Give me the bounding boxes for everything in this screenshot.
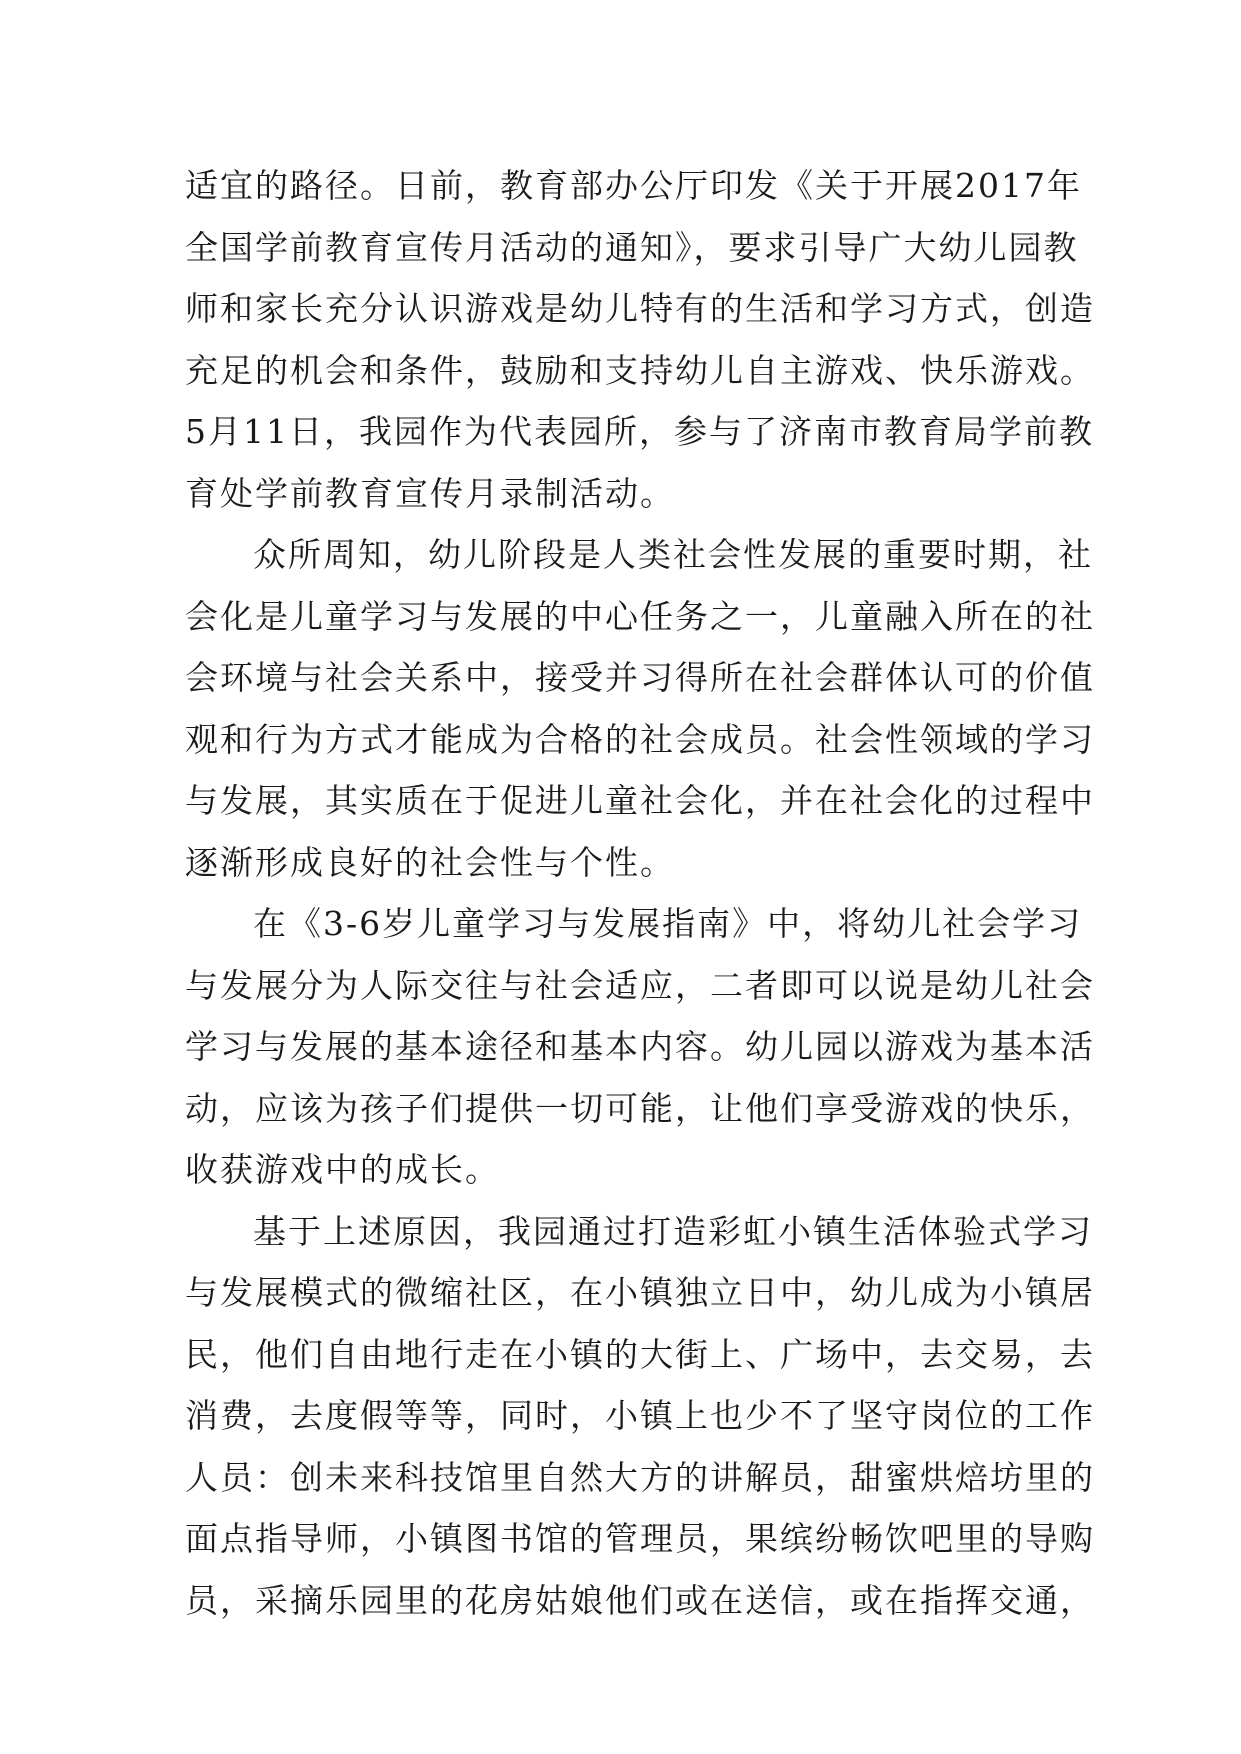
text-line: 全国学前教育宣传月活动的通知》，要求引导广大幼儿园教 [185,227,1079,267]
text-line: 收获游戏中的成长。 [185,1150,500,1189]
text-line: 面点指导师，小镇图书馆的管理员，果缤纷畅饮吧里的导购 [185,1519,1095,1558]
text-line: 众所周知，幼儿阶段是人类社会性发展的重要时期，社 [253,535,1093,574]
body-text [185,155,1095,1631]
text-line: 与发展，其实质在于促进儿童社会化，并在社会化的过程中 [185,781,1095,820]
text-line: 与发展模式的微缩社区，在小镇独立日中，幼儿成为小镇居 [185,1273,1095,1312]
text-line: 与发展分为人际交往与社会适应，二者即可以说是幼儿社会 [185,965,1095,1005]
text-line: 在《3-6岁儿童学习与发展指南》中，将幼儿社会学习 [253,904,1083,943]
text-line: 学习与发展的基本途径和基本内容。幼儿园以游戏为基本活 [185,1027,1095,1066]
text-line: 育处学前教育宣传月录制活动。 [185,473,675,513]
text-line: 消费，去度假等等，同时，小镇上也少不了坚守岗位的工作 [185,1396,1095,1435]
text-line: 民，他们自由地行走在小镇的大街上、广场中，去交易，去 [185,1334,1095,1374]
text-line: 会环境与社会关系中，接受并习得所在社会群体认可的价值 [185,658,1095,697]
text-line: 观和行为方式才能成为合格的社会成员。社会性领域的学习 [185,719,1095,759]
text-line: 会化是儿童学习与发展的中心任务之一，儿童融入所在的社 [185,596,1095,636]
text-line: 逐渐形成良好的社会性与个性。 [185,842,675,882]
text-line: 适宜的路径。日前，教育部办公厅印发《关于开展2017年 [185,166,1082,205]
text-line: 员，采摘乐园里的花房姑娘他们或在送信，或在指挥交通， [185,1580,1095,1620]
text-line: 基于上述原因，我园通过打造彩虹小镇生活体验式学习 [253,1211,1093,1251]
text-line: 动，应该为孩子们提供一切可能，让他们享受游戏的快乐， [185,1088,1095,1128]
text-line: 充足的机会和条件，鼓励和支持幼儿自主游戏、快乐游戏。 [185,350,1095,390]
text-line: 5月11日，我园作为代表园所，参与了济南市教育局学前教 [185,412,1094,451]
text-line: 人员：创未来科技馆里自然大方的讲解员，甜蜜烘焙坊里的 [185,1457,1095,1497]
text-line: 师和家长充分认识游戏是幼儿特有的生活和学习方式，创造 [185,289,1095,328]
